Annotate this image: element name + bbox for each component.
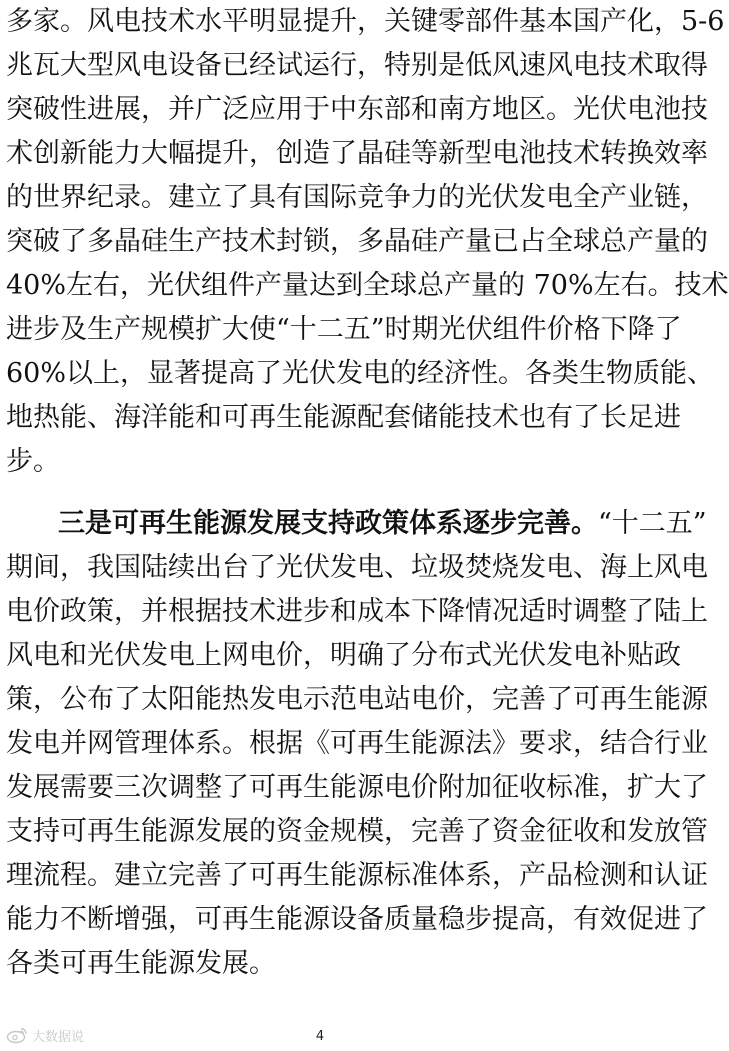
text-line: 电价政策，并根据技术进步和成本下降情况适时调整了陆上	[6, 596, 708, 627]
text-line: 突破了多晶硅生产技术封锁，多晶硅产量已占全球总产量的	[6, 226, 708, 257]
text-line: 进步及生产规模扩大使“十二五”时期光伏组件价格下降了	[6, 314, 682, 345]
text-line: 突破性进展，并广泛应用于中东部和南方地区。光伏电池技	[6, 94, 708, 125]
text-line: 术创新能力大幅提升，创造了晶硅等新型电池技术转换效率	[6, 138, 708, 169]
text-line: 支持可再生能源发展的资金规模，完善了资金征收和发放管	[6, 816, 708, 847]
text-line: 策，公布了太阳能热发电示范电站电价，完善了可再生能源	[6, 684, 708, 715]
text-fragment: “十二五”	[598, 508, 707, 539]
watermark-text: 大数据说	[32, 1029, 85, 1045]
text-line: 发电并网管理体系。根据《可再生能源法》要求，结合行业	[6, 728, 708, 759]
text-line: 风电和光伏发电上网电价，明确了分布式光伏发电补贴政	[6, 640, 681, 671]
text-line: 60%以上，显著提高了光伏发电的经济性。各类生物质能、	[6, 358, 715, 389]
paragraph-heading-line	[58, 502, 707, 546]
page-number: 4	[315, 1029, 325, 1044]
text-line: 的世界纪录。建立了具有国际竞争力的光伏发电全产业链，	[6, 182, 708, 213]
text-line: 期间，我国陆续出台了光伏发电、垃圾焚烧发电、海上风电	[6, 552, 708, 583]
text-line: 40%左右，光伏组件产量达到全球总产量的 70%左右。技术	[6, 270, 729, 301]
text-line: 兆瓦大型风电设备已经试运行，特别是低风速风电技术取得	[6, 50, 708, 81]
text-line: 多家。风电技术水平明显提升，关键零部件基本国产化，5-6	[6, 6, 725, 37]
text-line: 步。	[6, 446, 60, 477]
text-line: 各类可再生能源发展。	[6, 948, 276, 979]
text-line: 能力不断增强，可再生能源设备质量稳步提高，有效促进了	[6, 904, 708, 935]
text-line: 发展需要三次调整了可再生能源电价附加征收标准，扩大了	[6, 772, 708, 803]
text-line: 地热能、海洋能和可再生能源配套储能技术也有了长足进	[6, 402, 681, 433]
paragraph-heading: 三是可再生能源发展支持政策体系逐步完善。	[58, 508, 598, 539]
text-line: 理流程。建立完善了可再生能源标准体系，产品检测和认证	[6, 860, 708, 891]
